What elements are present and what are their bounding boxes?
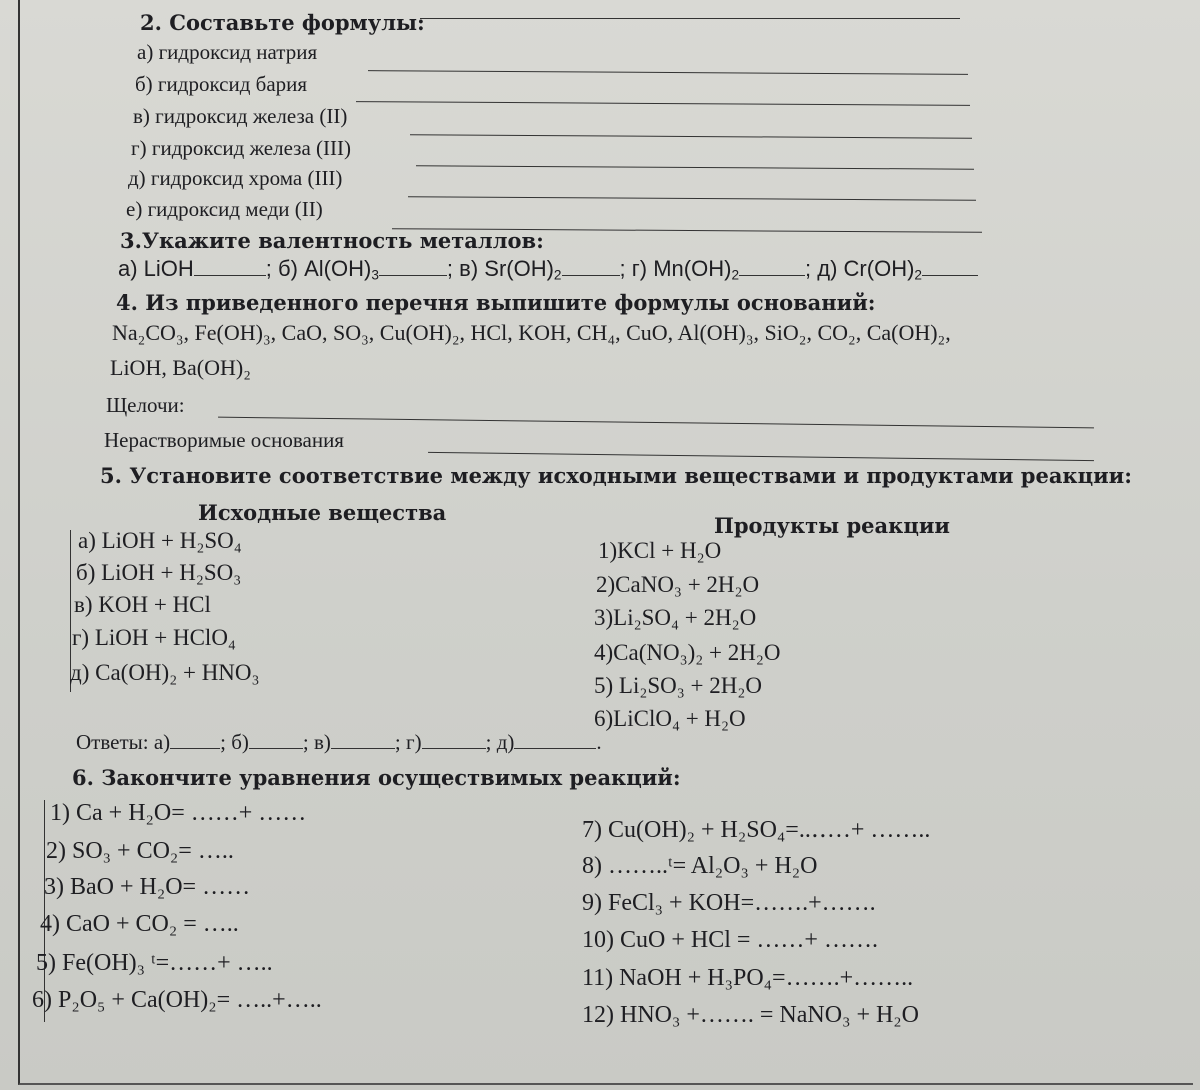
task5-title: 5. Установите соответствие между исходными веществами и продуктами реакции:	[100, 463, 1133, 488]
product-item: 5) Li₂SO₃ + 2H₂O	[594, 673, 762, 698]
answer-slot-label: ; г)	[394, 730, 422, 754]
reactant-item: д) Ca(OH)₂ + HNO₃	[70, 660, 260, 685]
answer-blank[interactable]	[331, 747, 395, 749]
task3-item-e: д) $Cr(OH)_2$	[817, 256, 922, 283]
separator: ;	[619, 256, 626, 281]
task3-row	[118, 256, 978, 282]
answer-blank[interactable]	[170, 747, 220, 749]
task2-item: в) гидроксид железа (II)	[133, 104, 348, 128]
answer-blank[interactable]	[249, 747, 303, 749]
products-header: Продукты реакции	[714, 513, 950, 538]
separator: ;	[446, 256, 454, 281]
task3-item-c: в) $Sr(OH)_2$	[459, 256, 562, 283]
task4-title: 4. Из приведенного перечня выпишите формулы оснований:	[116, 290, 876, 315]
equation-left: 4) CaO + CO₂ = …..	[40, 911, 239, 937]
equation-left: 1) Ca + H₂O= ……+ ……	[50, 800, 307, 826]
reactant-item: г) LiOH + HClO₄	[72, 625, 236, 650]
task2-title: 2. Составьте формулы:	[140, 10, 425, 35]
answers-row	[76, 730, 602, 755]
product-item: 6)LiClO₄ + H₂O	[594, 706, 746, 731]
valence-blank[interactable]	[922, 274, 978, 276]
equation-right: 12) HNO₃ +……. = NaNO₃ + H₂O	[582, 1002, 920, 1028]
answer-slot-label: а)	[153, 730, 171, 754]
valence-blank[interactable]	[194, 274, 266, 276]
equation-right: 9) FeCl₃ + KOH=…….+…….	[582, 890, 876, 916]
valence-blank[interactable]	[739, 274, 805, 276]
valence-blank[interactable]	[562, 274, 620, 276]
reactant-item: в) KOH + HCl	[74, 592, 211, 617]
task6-title: 6. Закончите уравнения осуществимых реакций:	[72, 765, 681, 790]
answers-label: Ответы:	[76, 730, 149, 754]
product-item: 1)KCl + H₂O	[598, 538, 722, 563]
equation-right: 7) Cu(OH)₂ + H₂SO₄=..‥…+ ……..	[582, 817, 931, 843]
answer-blank[interactable]	[514, 747, 596, 749]
task2-item: е) гидроксид меди (II)	[126, 197, 323, 221]
equation-left: 2) SO₃ + CO₂= …..	[46, 838, 234, 864]
task4-formulas-line1: Na₂CO₃, Fe(OH)₃, CaO, SO₃, Cu(OH)₂, HCl, KOH, CH₄, CuO, Al(OH)₃, SiO₂, CO₂, Ca(OH)₂,	[112, 320, 951, 345]
equation-left: 5) Fe(OH)₃ ᵗ=……+ …..	[36, 950, 273, 976]
answer-slot-label: ; в)	[302, 730, 331, 754]
answer-blank[interactable]	[422, 747, 486, 749]
reactant-item: б) LiOH + H₂SO₃	[76, 560, 242, 585]
task2-item: б) гидроксид бария	[135, 72, 308, 96]
separator: ;	[265, 256, 272, 281]
answer-slot-label: ; д)	[485, 730, 515, 754]
task3-item-d: г) $Mn(OH)_2$	[631, 256, 740, 283]
separator: ;	[805, 256, 812, 281]
top-rule	[420, 18, 960, 19]
answers-end: .	[596, 730, 602, 754]
product-item: 2)CaNO₃ + 2H₂O	[596, 572, 760, 597]
task4-formulas-line2: LiOH, Ba(OH)₂	[110, 355, 251, 380]
equation-right: 8) ……..ᵗ= Al₂O₃ + H₂O	[582, 853, 818, 879]
task2-item: г) гидроксид железа (III)	[131, 136, 352, 160]
equation-right: 10) CuO + HCl = ……+ …….	[582, 927, 878, 953]
product-item: 4)Ca(NO₃)₂ + 2H₂O	[594, 640, 781, 665]
alkali-label: Щелочи:	[106, 393, 185, 417]
equation-left: 3) BaO + H₂O= ……	[44, 874, 251, 900]
valence-blank[interactable]	[379, 274, 447, 276]
task3-title: 3.Укажите валентность металлов:	[120, 228, 544, 253]
product-item: 3)Li₂SO₄ + 2H₂O	[594, 605, 757, 630]
equation-left: 6) P₂O₅ + Ca(OH)₂= …..+…..	[32, 987, 322, 1013]
reactant-item: а) LiOH + H₂SO₄	[78, 528, 242, 553]
equation-right: 11) NaOH + H₃PO₄=…….+……..	[582, 965, 914, 991]
reactants-header: Исходные вещества	[198, 500, 447, 525]
answer-slot-label: ; б)	[220, 730, 249, 754]
task3-item-b: б) $Al(OH)_3$	[278, 256, 379, 283]
task3-item-a: а) LiOH	[118, 256, 194, 281]
task2-item: а) гидроксид натрия	[137, 40, 318, 64]
task2-item: д) гидроксид хрома (III)	[128, 166, 343, 190]
insoluble-label: Нерастворимые основания	[104, 428, 344, 452]
